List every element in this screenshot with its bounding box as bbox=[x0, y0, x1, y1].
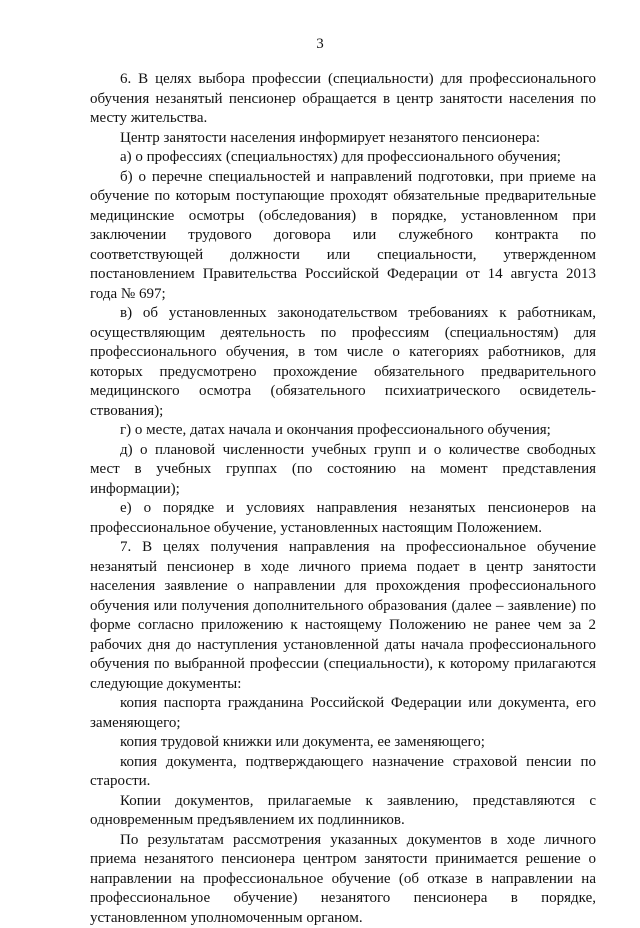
list-item-b: б) о перечне специальностей и направлений подготовки, при приеме на обучение по которым поступающие проходят обязательные предварительные медицинские осмотры (обследования) в порядке, установленном при заключении трудового договора или служебного контракта по соответствующей должности или специальности, утвержденном постановлением Правительства Российской Федерации от 14 августа 2013 года № 697; bbox=[90, 168, 596, 305]
list-item-v: в) об установленных законодательством требованиях к работникам, осуществляющим деятельность по профессиям (специальностям) для профессионального обучения, в том числе о категориях работников, для которых предусмотрено прохождение обязательного предварительного медицинского осмотра (обязательного психиатрического освидетель-ствования); bbox=[90, 304, 596, 421]
document-item-passport: копия паспорта гражданина Российской Федерации или документа, его заменяющего; bbox=[90, 694, 596, 733]
list-item-g: г) о месте, датах начала и окончания профессионального обучения; bbox=[90, 421, 596, 441]
list-item-e: е) о порядке и условиях направления незанятых пенсионеров на профессиональное обучение, установленных настоящим Положением. bbox=[90, 499, 596, 538]
paragraph-7: 7. В целях получения направления на профессиональное обучение незанятый пенсионер в ходе личного приема подает в центр занятости населения заявление о направлении для прохождения профессионального обучения или получения дополнительного образования (далее – заявление) по форме согласно приложению к настоящему Положению не ранее чем за 2 рабочих дня до наступления установленной даты начала профессионального обучения по выбранной профессии (специальности), к которому прилагаются следующие документы: bbox=[90, 538, 596, 694]
document-item-pension: копия документа, подтверждающего назначение страховой пенсии по старости. bbox=[90, 753, 596, 792]
document-item-workbook: копия трудовой книжки или документа, ее заменяющего; bbox=[90, 733, 596, 753]
list-item-d: д) о плановой численности учебных групп и о количестве свободных мест в учебных группах (по состоянию на момент представления информации); bbox=[90, 441, 596, 500]
paragraph-copies: Копии документов, прилагаемые к заявлению, представляются с одновременным предъявлением их подлинников. bbox=[90, 792, 596, 831]
paragraph-decision: По результатам рассмотрения указанных документов в ходе личного приема незанятого пенсионера центром занятости принимается решение о направлении на профессиональное обучение (об отказе в направлении на профессиональное обучение) незанятого пенсионера в порядке, установленном уполномоченным органом. bbox=[90, 831, 596, 928]
paragraph-6-intro: 6. В целях выбора профессии (специальности) для профессионального обучения незанятый пенсионер обращается в центр занятости населения по месту жительства. bbox=[90, 70, 596, 129]
list-item-a: а) о профессиях (специальностях) для профессионального обучения; bbox=[90, 148, 596, 168]
document-body bbox=[90, 70, 596, 928]
paragraph-informs: Центр занятости населения информирует незанятого пенсионера: bbox=[90, 129, 596, 149]
page-number: 3 bbox=[0, 34, 640, 54]
